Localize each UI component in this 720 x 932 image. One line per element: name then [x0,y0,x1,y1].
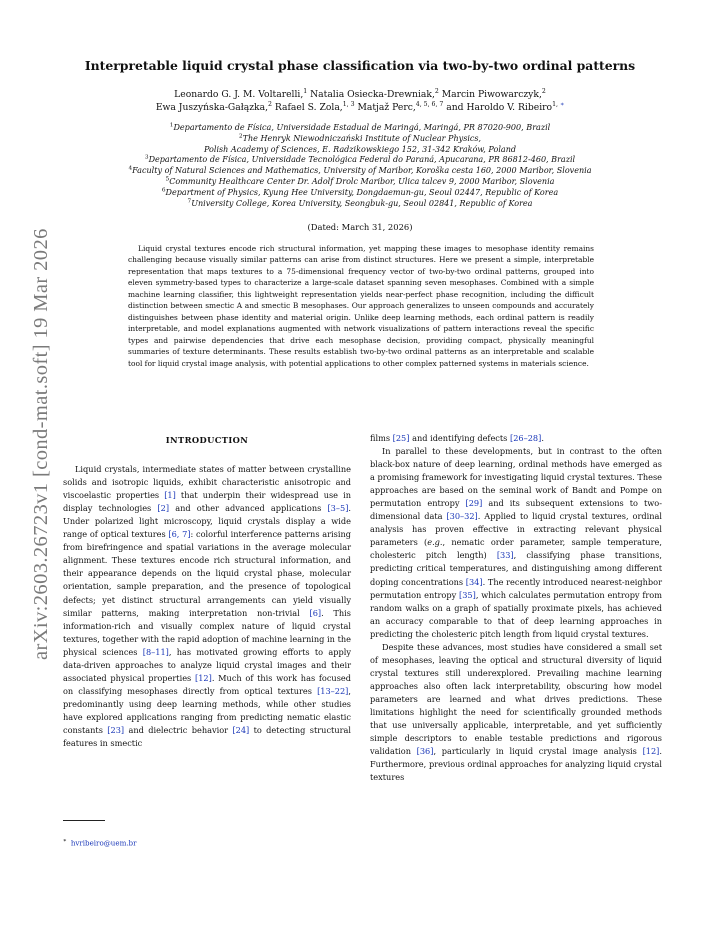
author-name: Rafael S. Zola, [274,102,343,114]
affiliation-number: 3 [144,154,149,161]
author-name: Ewa Juszyńska-Gałązka, [155,102,269,114]
author-affiliation-mark: 1, ∗ [552,101,565,109]
affiliation-list [60,123,660,209]
affiliation [60,177,660,188]
citation-link[interactable]: [25] [392,433,410,443]
paper-title: Interpretable liquid crystal phase classification via two-by-two ordinal patterns [84,58,636,73]
intro-paragraph-2: In parallel to these developments, but in contrast to the often black-box nature of deep learning, ordinal methods have emerged as a promising framework for investigating liquid crystal textures. These approaches are based on the seminal work of Bandt and Pompe on permutation entropy [29] and its subsequent extensions to two-dimensional data [30–32]. Applied to liquid crystal textures, ordinal analysis has proven effective in extracting relevant physical parameters (e.g., nematic order parameter, sample temperature, cholesteric pitch length) [33], classifying phase transitions, predicting critical temperatures, and distinguishing among different doping concentrations [34]. The recently introduced nearest-neighbor permutation entropy [35], which calculates permutation entropy from random walks on a graph of spatially proximate pixels, has achieved an accuracy comparable to that of deep learning approaches in predicting the cholesteric pitch length from liquid crystal textures. [370,446,663,639]
affiliation-text: Departamento de Física, Universidade Tecnológica Federal do Paraná, Apucarana, PR 86812-460, Brazil [148,155,576,165]
citation-link[interactable]: [6] [309,607,322,618]
author-affiliation-mark: 4, 5, 6, 7 [415,101,444,109]
author-affiliation-mark: 1, 3 [342,101,355,109]
affiliation [60,134,660,145]
citation-link[interactable]: [36] [416,746,434,757]
affiliation [60,188,660,199]
citation-link[interactable]: [8–11] [142,646,169,657]
affiliation-number: 1 [169,122,174,129]
citation-link[interactable]: [12] [642,746,660,757]
left-column [63,432,351,750]
author-affiliation-mark: 1 [303,87,308,95]
affiliation-text: University College, Korea University, Seongbuk-gu, Seoul 02841, Republic of Korea [191,198,533,208]
affiliation-text: The Henryk Niewodniczański Institute of Nuclear Physics, [242,133,482,143]
citation-link[interactable]: [13–22] [317,685,349,696]
citation-link[interactable]: [1] [164,490,176,501]
affiliation [60,199,660,210]
affiliation-number: 5 [165,176,170,183]
citation-link[interactable]: [2] [157,503,170,514]
affiliation-text: Faculty of Natural Sciences and Mathematics, University of Maribor, Koroška cesta 160, 2000 Maribor, Slovenia [132,166,592,176]
footnote [63,838,137,847]
citation-link[interactable]: [3–5] [327,503,349,514]
author-line [70,88,650,101]
author-name: Matjaž Perc, [357,102,416,114]
citation-link[interactable]: [6, 7] [168,529,191,540]
section-heading: INTRODUCTION [165,435,249,445]
author-affiliation-mark: 2 [268,101,272,109]
citation-link[interactable]: [12] [195,672,212,683]
italic-text: e.g. [427,537,443,548]
affiliation [60,166,660,177]
citation-link[interactable]: [33] [496,550,514,561]
author-line [70,101,650,114]
dated-line: (Dated: March 31, 2026) [307,222,413,232]
author-name: Natalia Osiecka-Drewniak, [310,89,435,100]
citation-link[interactable]: [23] [107,724,125,735]
corresponding-author-mark[interactable]: ∗ [559,101,565,109]
affiliation-number: 7 [187,197,192,204]
affiliation [60,155,660,166]
arxiv-identifier: arXiv:2603.26723v1 [cond-mat.soft] 19 Mar 2026 [30,228,52,660]
affiliation [60,145,660,156]
intro-paragraph-3: Despite these advances, most studies have considered a small set of mesophases, leaving the optical and structural diversity of liquid crystal textures still underexplored. Prevailing machine learning approaches also often lack interpretability, obscuring how model parameters are learned and what drives predictions. These limitations highlight the need for scientifically grounded methods that use universally applicable, interpretable, and yet sufficiently simple descriptors to enable testable predictions and rigorous validation [36], particularly in liquid crystal image analysis [12]. Furthermore, previous ordinal approaches for analyzing liquid crystal textures [370,641,662,783]
affiliation-text: Community Healthcare Center Dr. Adolf Drolc Maribor, Ulica talcev 9, 2000 Maribor, Slovenia [169,176,555,186]
citation-link[interactable]: [35] [459,589,476,600]
intro-paragraph-1-continued: films [25] and identifying defects [26–28]. [370,433,544,443]
affiliation-number: 2 [238,133,243,140]
footnote-divider [63,820,105,821]
affiliation-text: Departamento de Física, Universidade Estadual de Maringá, Maringá, PR 87020-900, Brazil [173,123,551,132]
citation-link[interactable]: [26–28] [510,433,542,443]
author-list [70,88,650,115]
footnote-mark: ∗ [63,838,67,844]
right-column [370,432,662,784]
author-name: and Haroldo V. Ribeiro [446,102,553,114]
author-name: Leonardo G. J. M. Voltarelli, [174,89,304,100]
affiliation-number: 6 [161,187,166,194]
citation-link[interactable]: [30–32] [446,511,478,522]
citation-link[interactable]: [24] [232,724,250,735]
corresponding-email-link[interactable]: hvribeiro@uem.br [70,838,137,848]
affiliation-text: Department of Physics, Kyung Hee University, Dongdaemun-gu, Seoul 02447, Republic of Korea [165,187,559,197]
author-affiliation-mark: 2 [434,87,439,95]
abstract: Liquid crystal textures encode rich structural information, yet mapping these images to mesophase identity remains challenging because visually similar patterns can arise from distinct structures. Here we present a simple, interpretable representation that maps textures to a 75-dimensional frequency vector of two-by-two ordinal patterns, grouped into eleven symmetry-based types to characterize a large-scale dataset spanning seven mesophases. Combined with a simple machine learning classifier, this lightweight representation yields near-perfect phase recognition, including the difficult distinction between smectic A and smectic B mesophases. Our approach generalizes to unseen compounds and accurately distinguishes between phase identity and material origin. Unlike deep learning methods, each ordinal pattern is readily interpretable, and model explanations augmented with network visualizations of pattern interactions reveal the specific types and pairwise dependencies that drive each mesophase decision, providing compact, physically meaningful summaries of texture determinants. These results establish two-by-two ordinal patterns as an interpretable and scalable tool for liquid crystal image analysis, with potential applications to other complex patterned systems in materials science. [128,244,594,368]
citation-link[interactable]: [34] [465,576,483,587]
affiliation-text: Polish Academy of Sciences, E. Radzikowskiego 152, 31-342 Kraków, Poland [203,144,517,154]
affiliation-number: 4 [128,165,133,172]
affiliation [60,123,660,134]
citation-link[interactable]: [29] [465,498,483,509]
author-affiliation-mark: 2 [541,87,546,95]
intro-paragraph-1: Liquid crystals, intermediate states of matter between crystalline solids and isotropic liquids, exhibit characteristic anisotropic and viscoelastic properties [1] that underpin their widespread use in display technologies [2] and other advanced applications [3–5]. Under polarized light microscopy, liquid crystals display a wide range of optical textures [6, 7]: colorful interference patterns arising from birefringence and spatial variations in the average molecular alignment. These textures encode rich structural information, and their appearance depends on the liquid crystal phase, molecular orientation, sample preparation, and the presence of topological defects; yet distinct structural arrangements can yield visually similar patterns, making interpretation non-trivial [6]. This information-rich and visually complex nature of liquid crystal textures, together with the rapid adoption of machine learning in the physical sciences [8–11], has motivated growing efforts to apply data-driven approaches to analyze liquid crystal images and their associated physical properties [12]. Much of this work has focused on classifying mesophases directly from optical textures [13–22], predominantly using deep learning methods, while other studies have explored applications ranging from predicting nematic elastic constants [23] and dielectric behavior [24] to detecting structural features in smectic [63,464,352,749]
author-name: Marcin Piwowarczyk, [441,89,542,100]
